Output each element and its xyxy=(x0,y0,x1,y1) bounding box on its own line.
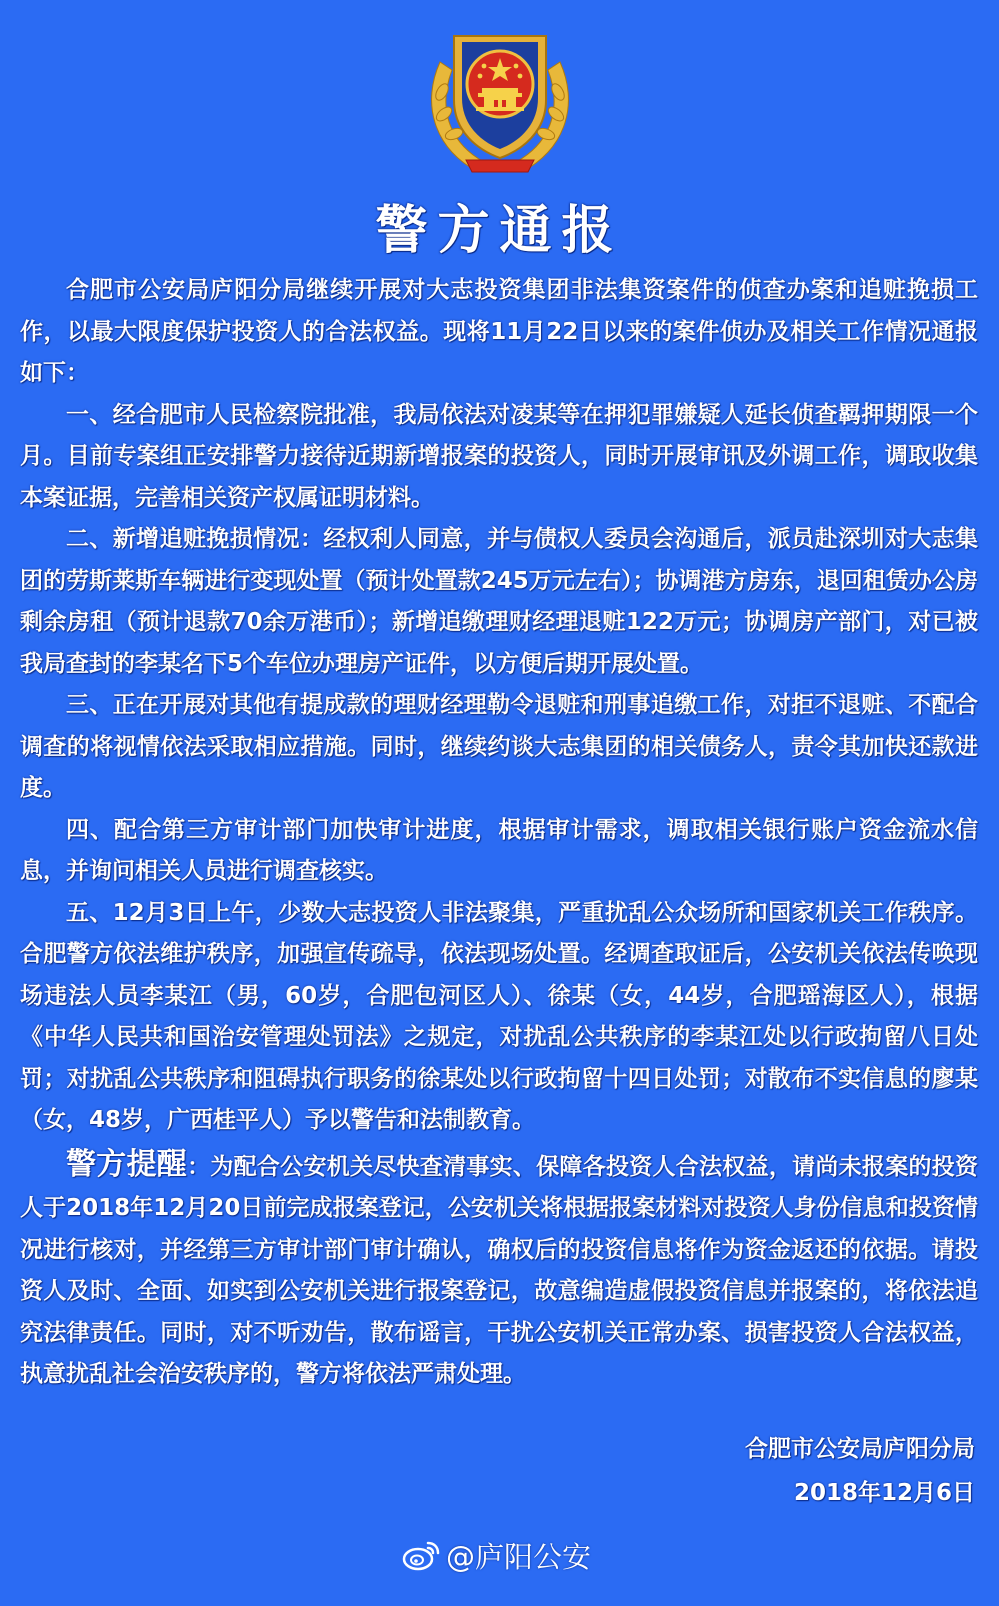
weibo-handle: @庐阳公安 xyxy=(446,1539,592,1574)
reminder-heading: 警方提醒 xyxy=(66,1146,188,1182)
intro-paragraph: 合肥市公安局庐阳分局继续开展对大志投资集团非法集资案件的侦查办案和追赃挽损工作，以最大限度保护投资人的合法权益。现将11月22日以来的案件侦办及相关工作情况通报如下： xyxy=(20,277,978,386)
signature-block xyxy=(745,1427,975,1515)
item-1-paragraph: 一、经合肥市人民检察院批准，我局依法对凌某等在押犯罪嫌疑人延长侦查羁押期限一个月。目前专案组正安排警力接待近期新增报案的投资人，同时开展审讯及外调工作，调取收集本案证据，完善相关资产权属证明材料。 xyxy=(20,401,978,511)
page-title: 警方通报 xyxy=(375,201,624,261)
notice-body xyxy=(20,270,978,1396)
weibo-watermark xyxy=(402,1530,591,1580)
reminder-text: ：为配合公安机关尽快查清事实、保障各投资人合法权益，请尚未报案的投资人于2018年12月20日前完成报案登记，公安机关将根据报案材料对投资人身份信息和投资情况进行核对，并经第三方审计部门审计确认，确权后的投资信息将作为资金返还的依据。请投资人及时、全面、如实到公安机关进行报案登记，故意编造虚假投资信息并报案的，将依法追究法律责任。同时，对不听劝告，散布谣言，干扰公安机关正常办案、损害投资人合法权益，执意扰乱社会治安秩序的，警方将依法严肃处理。 xyxy=(20,1153,979,1387)
item-3-paragraph: 三、正在开展对其他有提成款的理财经理勒令退赃和刑事追缴工作，对拒不退赃、不配合调查的将视情依法采取相应措施。同时，继续约谈大志集团的相关债务人，责令其加快还款进度。 xyxy=(20,692,978,801)
reminder-paragraph xyxy=(20,1144,978,1396)
police-badge-emblem xyxy=(418,22,582,186)
item-5-paragraph: 五、12月3日上午，少数大志投资人非法聚集，严重扰乱公众场所和国家机关工作秩序。合肥警方依法维护秩序，加强宣传疏导，依法现场处置。经调查取证后，公安机关依法传唤现场违法人员李某江（男，60岁，合肥包河区人）、徐某（女，44岁，合肥瑶海区人），根据《中华人民共和国治安管理处罚法》之规定，对扰乱公共秩序的李某江处以行政拘留八日处罚；对扰乱公共秩序和阻碍执行职务的徐某处以行政拘留十四日处罚；对散布不实信息的廖某（女，48岁，广西桂平人）予以警告和法制教育。 xyxy=(20,899,978,1133)
item-4-paragraph: 四、配合第三方审计部门加快审计进度，根据审计需求，调取相关银行账户资金流水信息，并询问相关人员进行调查核实。 xyxy=(20,816,978,884)
signature-date: 2018年12月6日 xyxy=(793,1480,975,1506)
weibo-icon xyxy=(402,1539,440,1571)
item-2-paragraph: 二、新增追赃挽损情况：经权利人同意，并与债权人委员会沟通后，派员赴深圳对大志集团的劳斯莱斯车辆进行变现处置（预计处置款245万元左右）；协调港方房东，退回租赁办公房剩余房租（预计退款70余万港币）；新增追缴理财经理退赃122万元；协调房产部门，对已被我局查封的李某名下5个车位办理房产证件，以方便后期开展处置。 xyxy=(20,526,978,677)
signature-org: 合肥市公安局庐阳分局 xyxy=(745,1436,975,1462)
